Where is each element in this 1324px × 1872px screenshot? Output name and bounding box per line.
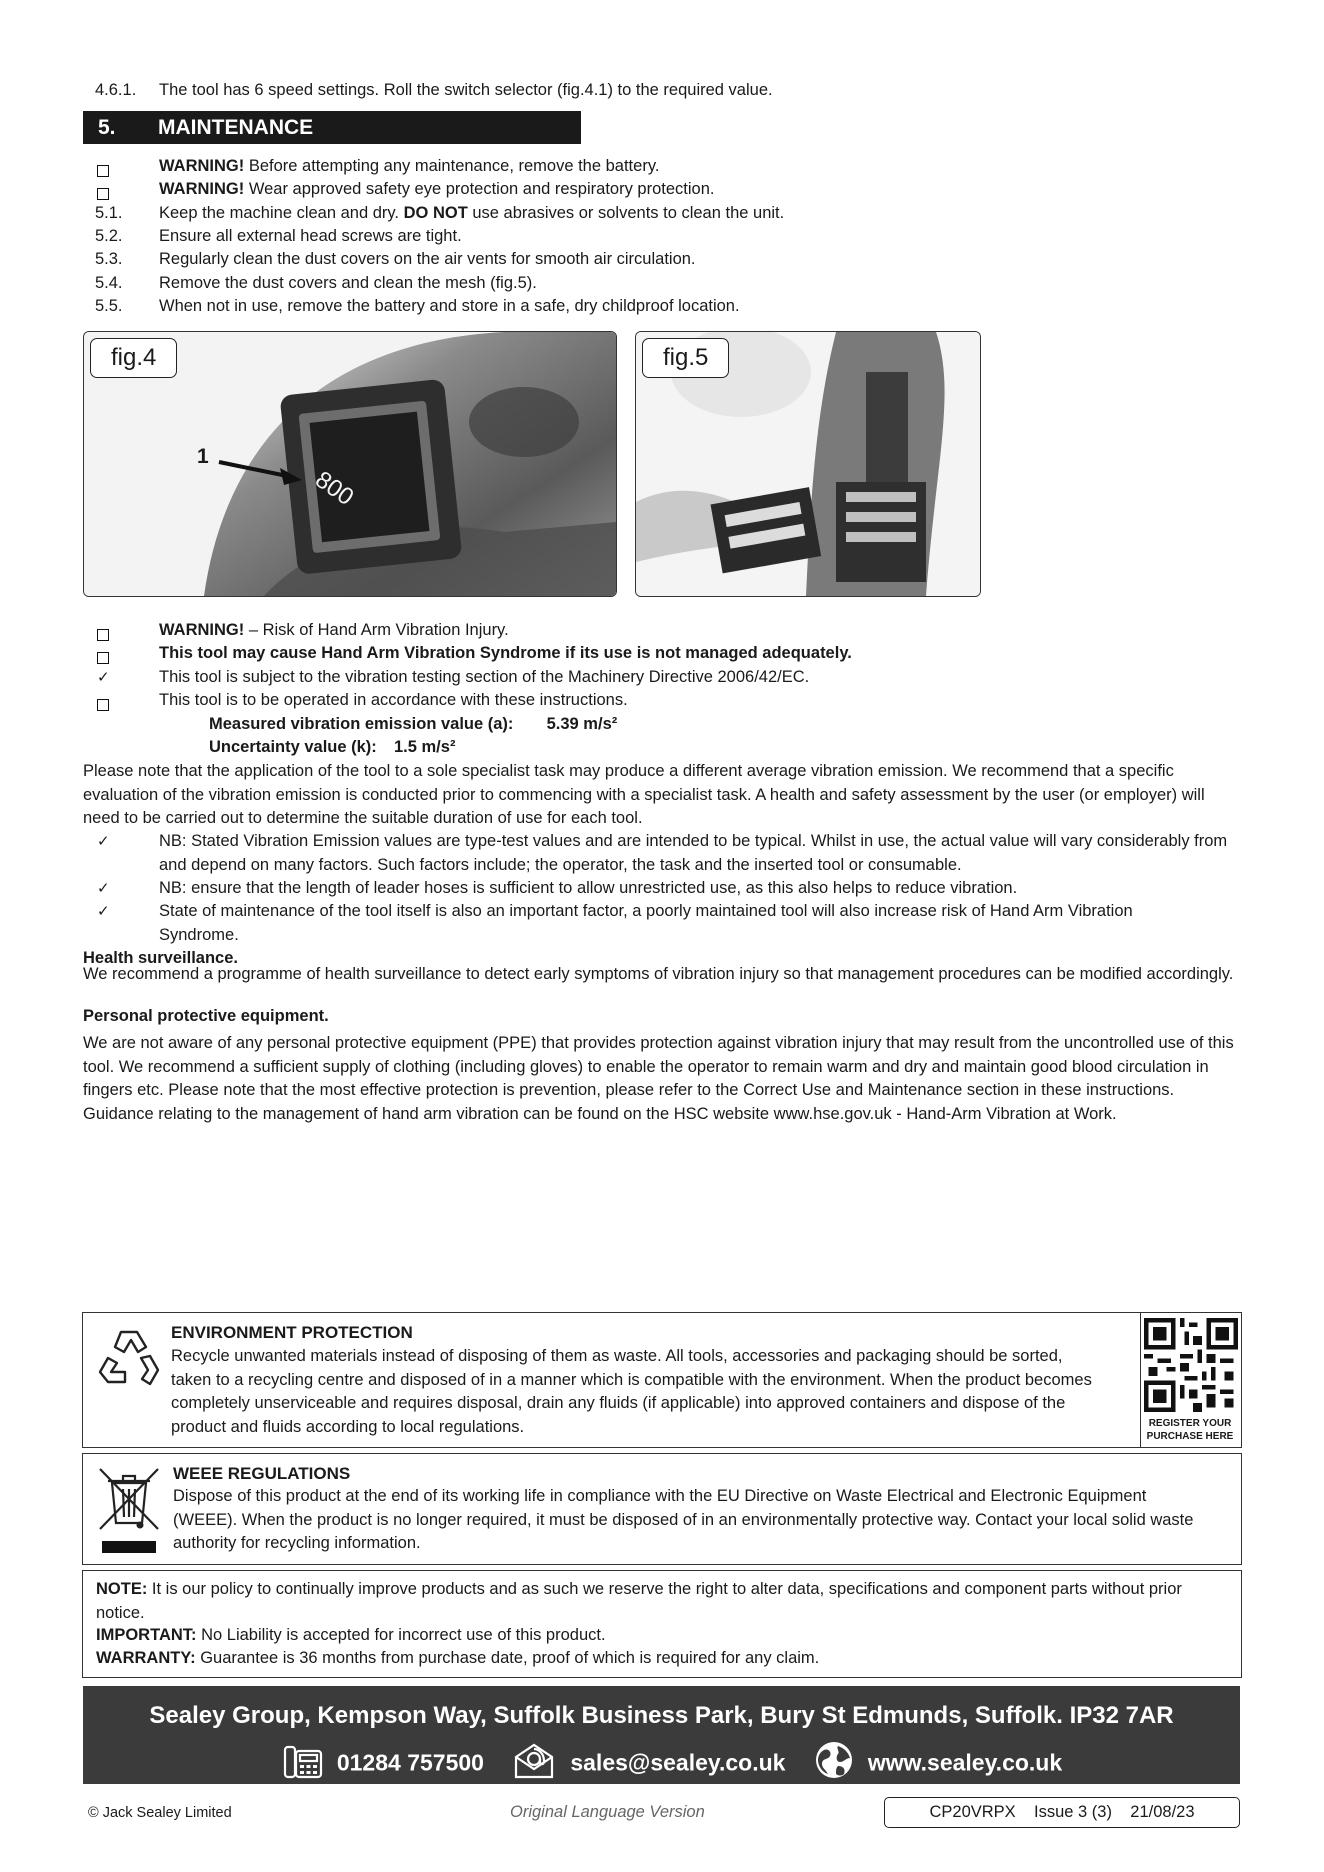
vibration-note	[83, 877, 1243, 901]
weee-title: WEEE REGULATIONS	[173, 1464, 351, 1483]
important-label: IMPORTANT:	[96, 1626, 197, 1644]
vibration-paragraph: Please note that the application of the tool to a sole specialist task may produce a different average vibration emission. We recommend that a specific evaluation of the vibration emission is conducted prior to commencing with a specialist task. A health and safety assessment by the user (or employer) will need to be carried out to determine the suitable duration of use for each tool.	[83, 762, 1205, 827]
step-text: use abrasives or solvents to clean the unit.	[467, 204, 785, 222]
step-number: 5.4.	[95, 274, 123, 292]
check-icon: ✓	[97, 833, 110, 850]
step-emphasis: DO NOT	[403, 204, 468, 222]
fig4-speed-display: 800	[310, 466, 359, 512]
note-line	[96, 1578, 1221, 1625]
language-version: Original Language Version	[510, 1803, 705, 1821]
speed-note-text: The tool has 6 speed settings. Roll the switch selector (fig.4.1) to the required value.	[159, 81, 773, 99]
measured-vibration	[209, 713, 617, 737]
vibration-note	[83, 830, 1243, 877]
recycle-icon	[94, 1326, 164, 1397]
checkbox-icon	[97, 165, 109, 177]
vibration-note	[83, 900, 1243, 947]
company-footer	[83, 1686, 1240, 1784]
warning-label: WARNING!	[159, 157, 245, 175]
measured-value: 5.39 m/s²	[546, 715, 618, 733]
qr-code-icon[interactable]	[1144, 1318, 1238, 1417]
qr-caption-line: REGISTER YOUR	[1148, 1418, 1232, 1429]
step-number: 5.5.	[95, 297, 123, 315]
fig4-label: fig.4	[90, 338, 177, 378]
step-number: 5.3.	[95, 250, 123, 268]
section-header-maintenance	[83, 111, 581, 144]
speed-note-number: 4.6.1.	[95, 81, 137, 99]
step-text: Regularly clean the dust covers on the air vents for smooth air circulation.	[159, 250, 696, 268]
fig5-label: fig.5	[642, 338, 729, 378]
ppe-text: We are not aware of any personal protective equipment (PPE) that provides protection against vibration injury that may result from the uncontrolled use of this tool. We recommend a sufficient supply of clothing (including gloves) to enable the operator to remain warm and dry and maintain good blood circulation in fingers etc. Please note that the most effective protection is prevention, please refer to the Correct Use and Maintenance section in these instructions. Guidance relating to the management of hand arm vibration can be found on the HSC website www.hse.gov.uk - Hand-Arm Vibration at Work.	[83, 1034, 1234, 1123]
important-line	[96, 1624, 606, 1648]
health-heading: Health surveillance.	[83, 949, 238, 967]
vibration-warning-label: WARNING!	[159, 621, 245, 639]
warning-text: Wear approved safety eye protection and respiratory protection.	[244, 180, 715, 198]
note-label: NOTE:	[96, 1580, 148, 1598]
company-address: Sealey Group, Kempson Way, Suffolk Business Park, Bury St Edmunds, Suffolk. IP32 7AR	[149, 1702, 1174, 1729]
figure-5	[635, 331, 981, 597]
check-icon: ✓	[97, 903, 110, 920]
step-text: Ensure all external head screws are tight.	[159, 227, 462, 245]
figure-4	[83, 331, 617, 597]
vibration-text: This tool is to be operated in accordance with these instructions.	[159, 691, 628, 709]
step-number: 5.1.	[95, 204, 123, 222]
fig4-callout-number: 1	[197, 445, 209, 468]
note-text: NB: Stated Vibration Emission values are type-test values and are intended to be typical. Whilst in use, the actual value will vary considerably from and depend on many factors. Such factors include; the operator, the task and the inserted tool or consumable.	[159, 832, 1228, 874]
phone-number[interactable]: 01284 757500	[336, 1749, 484, 1776]
contact-row	[83, 1740, 1240, 1786]
warning-text: Before attempting any maintenance, remove the battery.	[244, 157, 660, 175]
important-text: No Liability is accepted for incorrect use of this product.	[196, 1626, 606, 1644]
section-title: MAINTENANCE	[158, 116, 314, 139]
copyright: © Jack Sealey Limited	[88, 1805, 232, 1821]
website-url[interactable]: www.sealey.co.uk	[867, 1749, 1063, 1776]
environment-text: Recycle unwanted materials instead of disposing of them as waste. All tools, accessories and packaging should be sorted, taken to a recycling centre and disposed of in a manner which is compatible with the environment. When the product becomes completely unserviceable and requires disposal, drain any fluids (if applicable) into approved containers and dispose of the product and fluids according to local regulations.	[171, 1347, 1092, 1436]
step-text: Keep the machine clean and dry.	[159, 204, 404, 222]
note-text: State of maintenance of the tool itself is also an important factor, a poorly maintained tool will also increase risk of Hand Arm Vibration Syndrome.	[159, 902, 1133, 944]
check-icon: ✓	[97, 880, 110, 897]
measured-label: Measured vibration emission value (a):	[209, 715, 514, 733]
warranty-line	[96, 1647, 819, 1671]
vibration-text: This tool is subject to the vibration testing section of the Machinery Directive 2006/42/EC.	[159, 668, 810, 686]
warranty-label: WARRANTY:	[96, 1649, 196, 1667]
ppe-heading: Personal protective equipment.	[83, 1007, 329, 1025]
vibration-warning-label: This tool may cause Hand Arm Vibration Syndrome if its use is not managed adequately.	[159, 644, 852, 662]
checkbox-icon	[97, 629, 109, 641]
checkbox-icon	[97, 699, 109, 711]
email-icon	[512, 1741, 556, 1785]
weee-text: Dispose of this product at the end of its working life in compliance with the EU Directive on Waste Electrical and Electronic Equipment (WEEE). When the product is no longer required, it must be disposed of in an environmentally protective way. Contact your local solid waste authority for recycling information.	[173, 1487, 1194, 1552]
warranty-text: Guarantee is 36 months from purchase date, proof of which is required for any claim.	[195, 1649, 820, 1667]
document-reference	[884, 1797, 1240, 1828]
step-text: Remove the dust covers and clean the mesh (fig.5).	[159, 274, 537, 292]
check-icon: ✓	[97, 669, 110, 686]
qr-caption-line: PURCHASE HERE	[1146, 1431, 1234, 1442]
checkbox-icon	[97, 188, 109, 200]
note-text: It is our policy to continually improve products and as such we reserve the right to alter data, specifications and component parts without prior notice.	[96, 1580, 1182, 1622]
uncertainty-label: Uncertainty value (k):	[209, 738, 377, 756]
note-text: NB: ensure that the length of leader hoses is sufficient to allow unrestricted use, as this also helps to reduce vibration.	[159, 879, 1018, 897]
section-number: 5.	[98, 116, 116, 139]
phone-icon	[283, 1741, 323, 1785]
crossed-bin-icon	[96, 1465, 162, 1560]
environment-title: ENVIRONMENT PROTECTION	[171, 1323, 413, 1342]
warning-label: WARNING!	[159, 180, 245, 198]
checkbox-icon	[97, 652, 109, 664]
vibration-text: – Risk of Hand Arm Vibration Injury.	[244, 621, 509, 639]
step-text: When not in use, remove the battery and store in a safe, dry childproof location.	[159, 297, 740, 315]
step-number: 5.2.	[95, 227, 123, 245]
globe-icon	[814, 1740, 854, 1786]
document-reference-text: CP20VRPX Issue 3 (3) 21/08/23	[929, 1803, 1195, 1821]
email-address[interactable]: sales@sealey.co.uk	[570, 1749, 786, 1776]
health-text: We recommend a programme of health surveillance to detect early symptoms of vibration injury so that management procedures can be modified accordingly.	[83, 965, 1234, 983]
uncertainty-value	[209, 736, 455, 760]
uncertainty-number: 1.5 m/s²	[393, 738, 456, 756]
qr-caption	[1140, 1417, 1240, 1443]
